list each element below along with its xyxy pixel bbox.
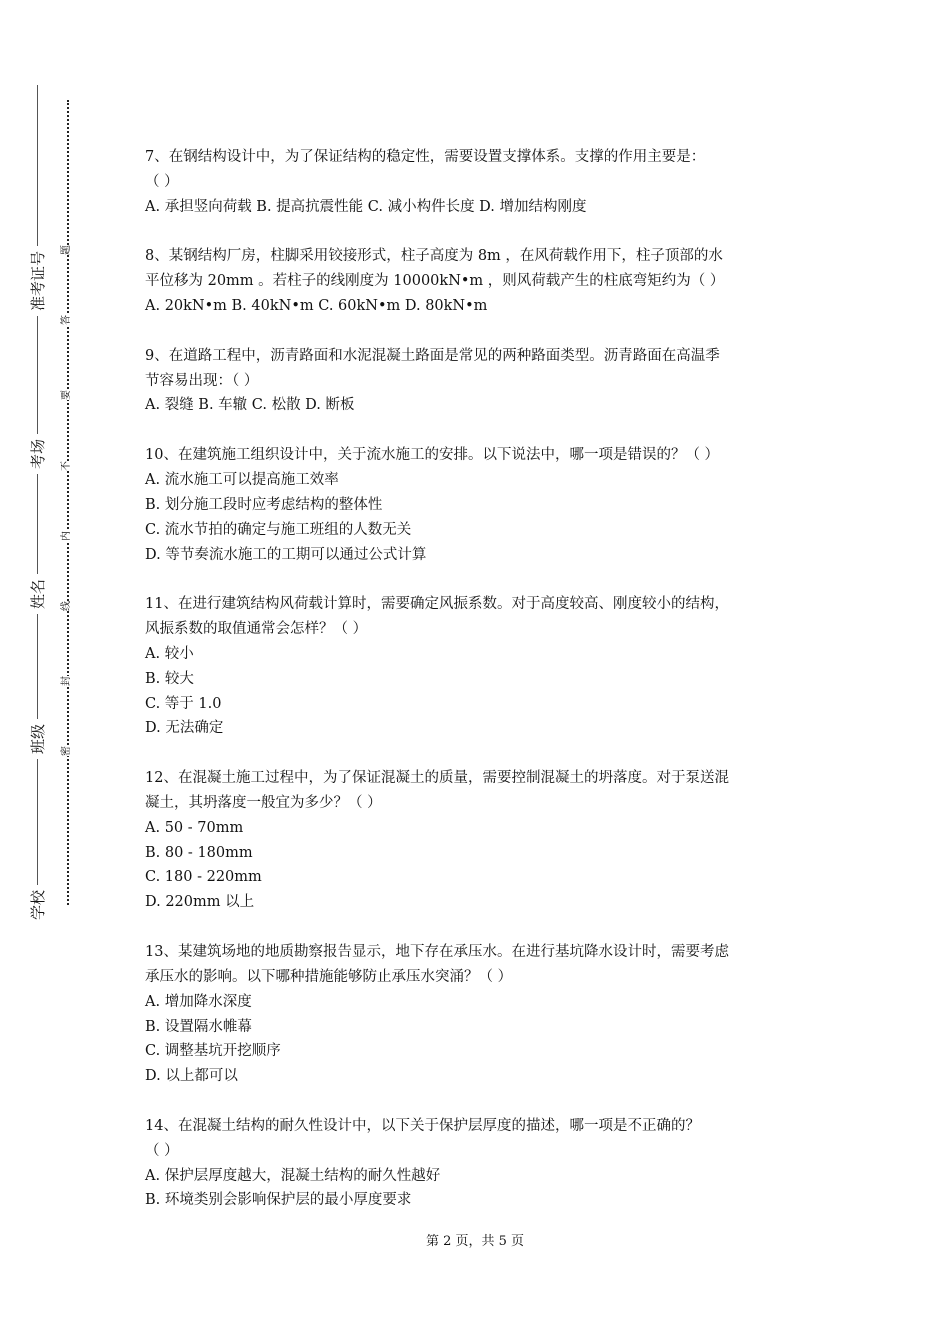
answer-option: B. 设置隔水帷幕 [145, 1018, 252, 1035]
seal-char: 密 [61, 746, 72, 756]
question-stem-line: 8、某钢结构厂房，柱脚采用铰接形式，柱子高度为 8m ，在风荷载作用下，柱子顶部的水 [145, 248, 723, 265]
answer-option: B. 80 - 180mm [145, 844, 253, 861]
question-stem-line: 14、在混凝土结构的耐久性设计中，以下关于保护层厚度的描述，哪一项是不正确的？ [145, 1117, 700, 1134]
seal-char: 内 [61, 531, 72, 541]
question [145, 244, 825, 319]
question [145, 766, 825, 915]
answer-option: C. 等于 1.0 [145, 695, 222, 712]
field-exam-id-label: 准考证号 [29, 246, 47, 316]
question-stem-line: 节容易出现：（ ） [145, 372, 259, 389]
answer-option: D. 以上都可以 [145, 1068, 238, 1085]
binding-solid-line [37, 85, 38, 925]
question-stem-line: 12、在混凝土施工过程中，为了保证混凝土的质量，需要控制混凝土的坍落度。对于泵送混 [145, 770, 729, 787]
question [145, 592, 825, 741]
answer-option: B. 较大 [145, 670, 194, 687]
answer-option: A. 50 - 70mm [145, 819, 244, 836]
answer-option: A. 裂缝 B. 车辙 C. 松散 D. 断板 [145, 397, 355, 414]
answer-option: A. 保护层厚度越大，混凝土结构的耐久性越好 [145, 1167, 441, 1184]
answer-option: A. 流水施工可以提高施工效率 [145, 471, 339, 488]
question [145, 145, 825, 220]
answer-option: C. 流水节拍的确定与施工班组的人数无关 [145, 521, 412, 538]
answer-option: B. 划分施工段时应考虑结构的整体性 [145, 496, 383, 513]
question [145, 344, 825, 419]
field-school-label: 学校 [29, 885, 47, 925]
page-number: 第 2 页，共 5 页 [425, 1234, 525, 1249]
answer-option: A. 增加降水深度 [145, 993, 252, 1010]
question-stem-line: 风振系数的取值通常会怎样？（ ） [145, 621, 368, 638]
seal-char: 要 [61, 390, 72, 400]
question [145, 1114, 825, 1213]
field-name-label: 姓名 [29, 574, 47, 614]
question-stem-line: 平位移为 20mm 。若柱子的线刚度为 10000kN•m ，则风荷载产生的柱底弯矩约为（ ） [145, 273, 725, 290]
question-stem-line: 10、在建筑施工组织设计中，关于流水施工的安排。以下说法中，哪一项是错误的？（ ） [145, 447, 720, 464]
question [145, 940, 825, 1089]
answer-option: C. 180 - 220mm [145, 869, 262, 886]
answer-option: D. 无法确定 [145, 720, 224, 737]
field-class-label: 班级 [29, 719, 47, 759]
seal-char: 线 [61, 601, 72, 611]
answer-option: D. 等节奏流水施工的工期可以通过公式计算 [145, 546, 427, 563]
question-stem-line: 7、在钢结构设计中，为了保证结构的稳定性，需要设置支撑体系。支撑的作用主要是： [145, 149, 706, 165]
question-stem-line: 13、某建筑场地的地质勘察报告显示，地下存在承压水。在进行基坑降水设计时，需要考虑 [145, 944, 729, 960]
answer-option: B. 环境类别会影响保护层的最小厚度要求 [145, 1192, 412, 1209]
question-stem-line: （ ） [145, 173, 179, 190]
answer-option: A. 承担竖向荷载 B. 提高抗震性能 C. 减小构件长度 D. 增加结构刚度 [145, 198, 587, 215]
answer-option: A. 20kN•m B. 40kN•m C. 60kN•m D. 80kN•m [145, 298, 488, 315]
question-stem-line: 凝土，其坍落度一般宜为多少？（ ） [145, 794, 382, 811]
question [145, 443, 825, 567]
seal-char: 答 [61, 315, 72, 325]
question-stem-line: 11、在进行建筑结构风荷载计算时，需要确定风振系数。对于高度较高、刚度较小的结构， [145, 596, 729, 613]
question-list [145, 145, 825, 1238]
field-exam-room-label: 考场 [29, 434, 47, 474]
seal-char: 题 [61, 245, 72, 255]
answer-option: D. 220mm 以上 [145, 894, 255, 911]
seal-char: 封 [61, 676, 72, 686]
answer-option: C. 调整基坑开挖顺序 [145, 1043, 281, 1060]
seal-dotted-line [67, 100, 69, 905]
seal-char: 不 [61, 461, 72, 471]
answer-option: A. 较小 [145, 645, 194, 662]
question-stem-line: 承压水的影响。以下哪种措施能够防止承压水突涌？（ ） [145, 968, 513, 985]
question-stem-line: 9、在道路工程中，沥青路面和水泥混凝土路面是常见的两种路面类型。沥青路面在高温季 [145, 347, 720, 364]
question-stem-line: （ ） [145, 1142, 179, 1159]
